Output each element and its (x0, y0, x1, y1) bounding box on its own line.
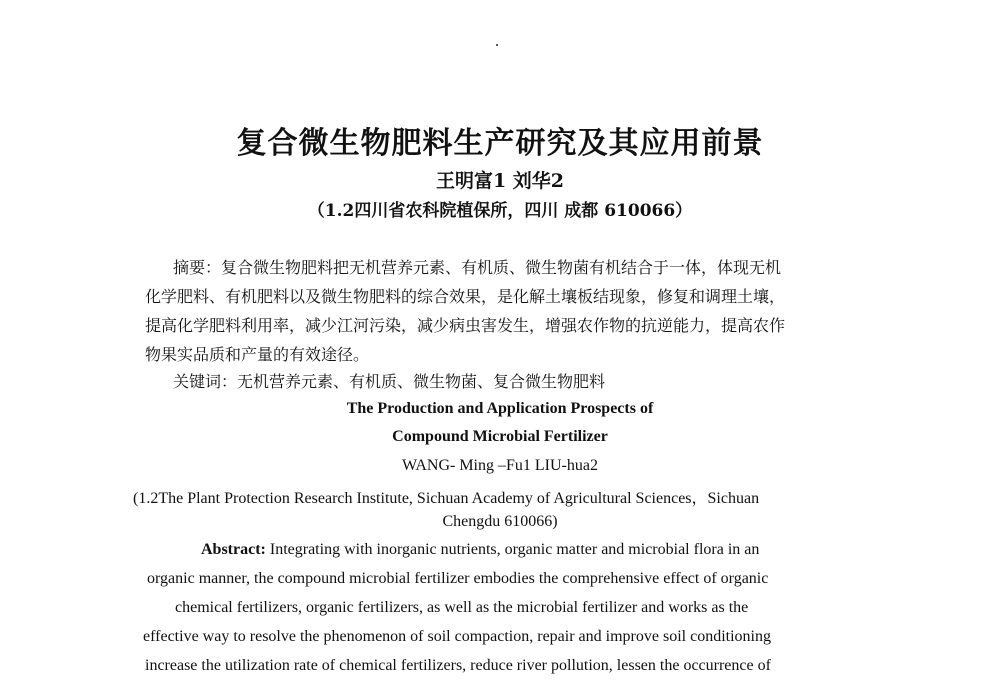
abstract-en-line: Abstract: Integrating with inorganic nutrients, organic matter and microbial flora in an (201, 541, 760, 558)
affiliation-en-line1: (1.2The Plant Protection Research Institute, Sichuan Academy of Agricultural Sciences，Sichuan (133, 490, 760, 507)
abstract-cn (145, 253, 835, 369)
abstract-cn-line: 化学肥料、有机肥料以及微生物肥料的综合效果，是化解土壤板结现象，修复和调理土壤， (145, 287, 786, 306)
abstract-en-line: increase the utilization rate of chemical fertilizers, reduce river pollution, lessen the occurrence of (145, 657, 771, 674)
keywords-cn (173, 369, 605, 392)
title-cn: 复合微生物肥料生产研究及其应用前景 (236, 126, 764, 161)
title-en-line1: The Production and Application Prospects of (346, 400, 654, 417)
affiliation-cn: （1.2四川省农科院植保所，四川 成都 610066） (307, 201, 693, 221)
title-en-line2: Compound Microbial Fertilizer (392, 428, 608, 445)
scan-speck (496, 44, 498, 46)
keywords-cn-text: 无机营养元素、有机质、微生物菌、复合微生物肥料 (237, 372, 606, 391)
abstract-en-line: chemical fertilizers, organic fertilizers, as well as the microbial fertilizer and works as the (175, 599, 749, 616)
authors-cn: 王明富1 刘华2 (435, 170, 565, 192)
abstract-cn-line: 物果实品质和产量的有效途径。 (145, 345, 370, 364)
abstract-cn-label: 摘要： (173, 258, 222, 277)
authors-en: WANG- Ming –Fu1 LIU-hua2 (402, 457, 598, 474)
abstract-en-label: Abstract: (201, 541, 266, 558)
keywords-cn-label: 关键词： (173, 372, 238, 391)
abstract-cn-line: 提高化学肥料利用率，减少江河污染，减少病虫害发生，增强农作物的抗逆能力，提高农作 (145, 316, 786, 335)
abstract-en-line: effective way to resolve the phenomenon of soil compaction, repair and improve soil conditioning (143, 628, 771, 645)
abstract-cn-line: 摘要：复合微生物肥料把无机营养元素、有机质、微生物菌有机结合于一体，体现无机 (173, 258, 782, 277)
affiliation-en-line2: Chengdu 610066) (442, 513, 558, 530)
abstract-en-line: organic manner, the compound microbial fertilizer embodies the comprehensive effect of organic (147, 570, 769, 587)
